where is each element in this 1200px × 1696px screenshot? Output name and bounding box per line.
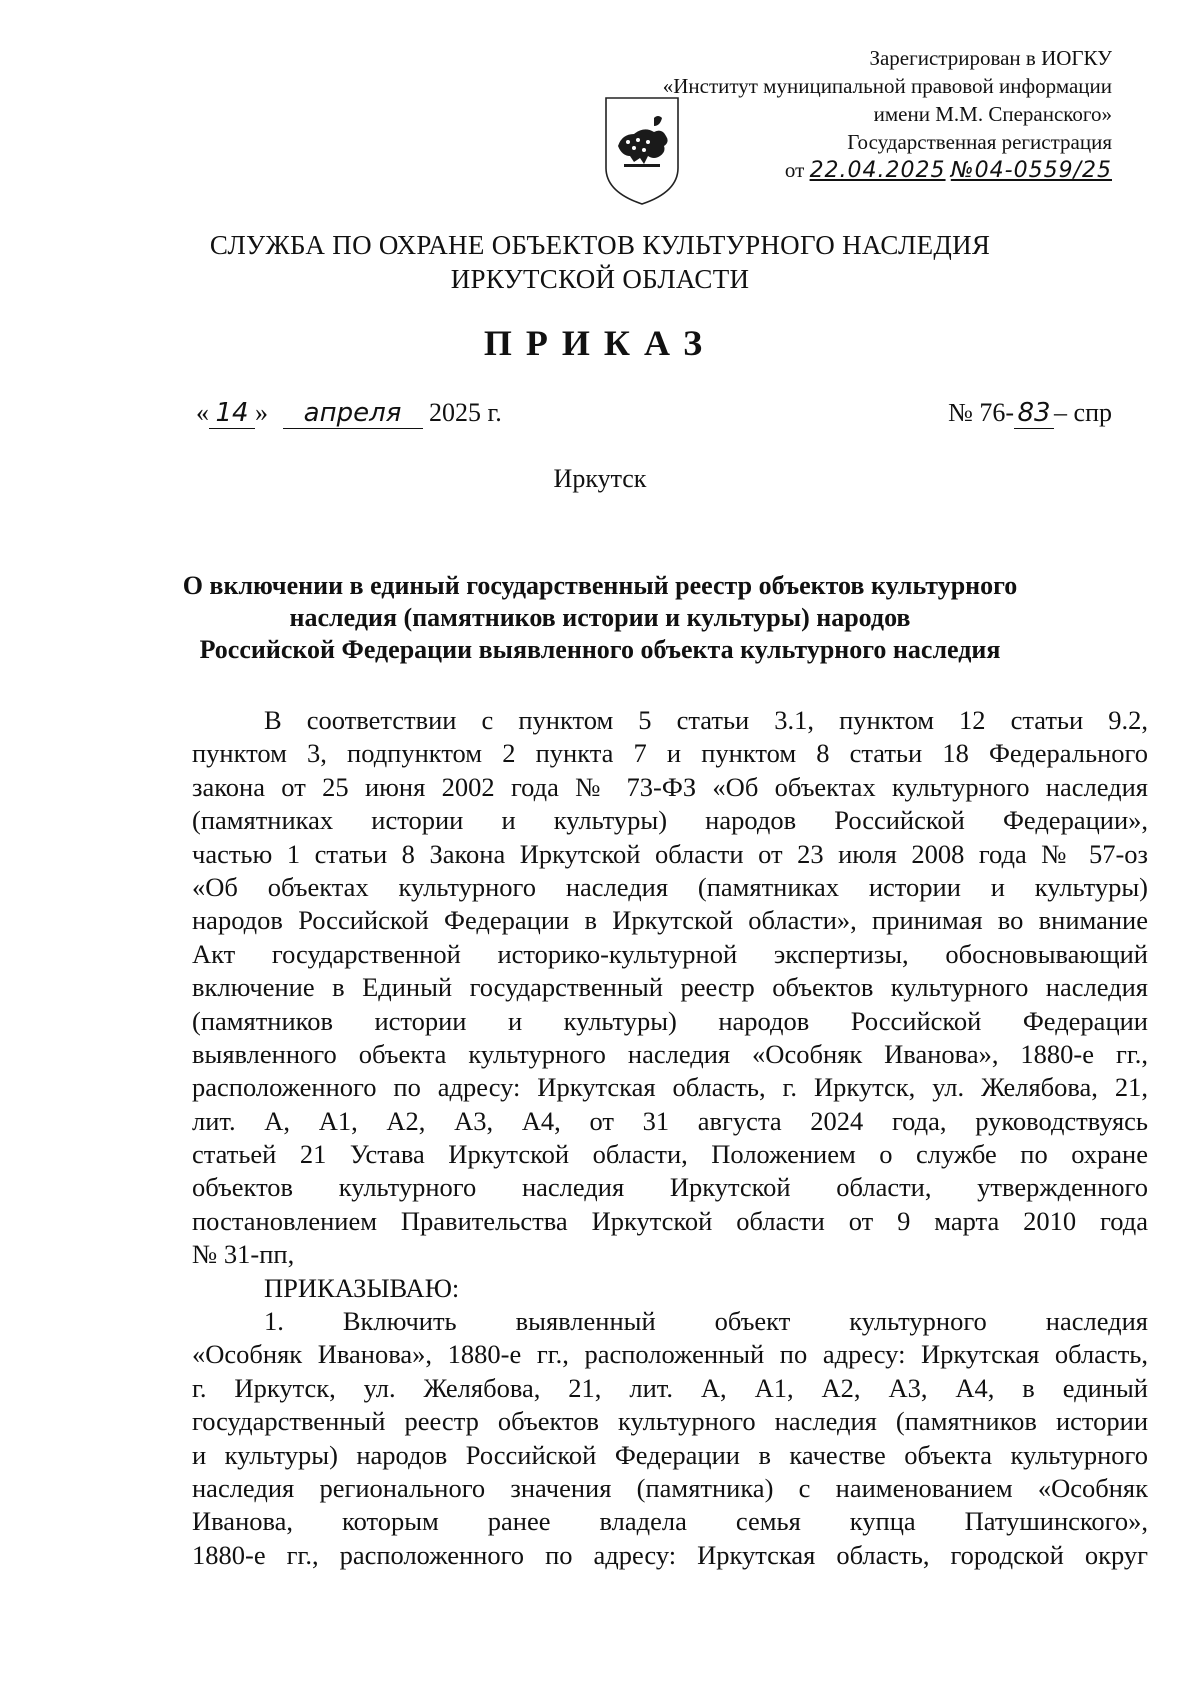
body-line: «Особняк Иванова», 1880-е гг., расположенный по адресу: Иркутская область, <box>192 1339 1148 1370</box>
order-heading <box>160 570 1040 666</box>
body-line: (памятниках истории и культуры) народов Российской Федерации», <box>192 805 1148 836</box>
body-line: закона от 25 июня 2002 года № 73-ФЗ «Об объектах культурного наследия <box>192 771 1148 802</box>
heading-line-1: О включении в единый государственный реестр объектов культурного <box>182 571 1018 600</box>
body-line: лит. А, А1, А2, А3, А4, от 31 августа 2024 года, руководствуясь <box>192 1105 1148 1136</box>
order-directive: ПРИКАЗЫВАЮ: <box>264 1272 460 1303</box>
date-close-quote: » <box>255 398 268 427</box>
body-line: государственный реестр объектов культурного наследия (памятников истории <box>192 1406 1148 1437</box>
registration-date: 22.04.2025 <box>809 158 946 183</box>
order-number <box>948 398 1112 429</box>
irkutsk-coat-of-arms-icon <box>604 96 680 206</box>
body-line: № 31-пп, <box>192 1239 295 1270</box>
registration-line-2: «Институт муниципальной правовой информации <box>662 74 1112 98</box>
body-line: частью 1 статьи 8 Закона Иркутской области от 23 июля 2008 года № 57-оз <box>192 838 1148 869</box>
order-body <box>192 704 1148 1572</box>
body-line: Акт государственной историко-культурной экспертизы, обосновывающий <box>192 938 1148 969</box>
organization-line-2: ИРКУТСКОЙ ОБЛАСТИ <box>450 264 750 294</box>
registration-line-1: Зарегистрирован в ИОГКУ <box>869 46 1112 70</box>
date-year: 2025 г. <box>429 398 502 427</box>
registration-number: №04-0559/25 <box>950 158 1112 183</box>
date-day: 14 <box>209 398 255 429</box>
date-month: апреля <box>283 398 423 429</box>
registration-line-3: имени М.М. Сперанского» <box>873 102 1112 126</box>
organization-name <box>0 228 1200 296</box>
city: Иркутск <box>553 464 647 493</box>
body-line: 1880-е гг., расположенного по адресу: Иркутская область, городской округ <box>192 1539 1148 1570</box>
body-line: статьей 21 Устава Иркутской области, Положением о службе по охране <box>192 1139 1148 1170</box>
order-number-suffix: – спр <box>1054 398 1112 427</box>
body-line: включение в Единый государственный реестр объектов культурного наследия <box>192 972 1148 1003</box>
body-line: наследия регионального значения (памятника) с наименованием «Особняк <box>192 1472 1148 1503</box>
body-line: постановлением Правительства Иркутской области от 9 марта 2010 года <box>192 1205 1148 1236</box>
document-type-title: ПРИКАЗ <box>483 323 717 363</box>
body-line: Иванова, которым ранее владела семья купца Патушинского», <box>192 1506 1148 1537</box>
body-line: (памятников истории и культуры) народов Российской Федерации <box>192 1005 1148 1036</box>
order-number-handwritten: 83 <box>1014 398 1054 429</box>
body-line: «Об объектах культурного наследия (памятниках истории и культуры) <box>192 871 1148 902</box>
order-number-prefix: № 76- <box>948 398 1015 427</box>
body-line: В соответствии с пунктом 5 статьи 3.1, пунктом 12 статьи 9.2, <box>264 705 1148 735</box>
body-line: пунктом 3, подпунктом 2 пункта 7 и пунктом 8 статьи 18 Федерального <box>192 738 1148 769</box>
date-open-quote: « <box>196 398 209 427</box>
order-date <box>196 398 502 429</box>
body-line: расположенного по адресу: Иркутская область, г. Иркутск, ул. Желябова, 21, <box>192 1072 1148 1103</box>
registration-line-4: Государственная регистрация <box>847 130 1112 154</box>
body-line: объектов культурного наследия Иркутской области, утвержденного <box>192 1172 1148 1203</box>
registration-from-label: от <box>784 158 805 182</box>
heading-line-3: Российской Федерации выявленного объекта культурного наследия <box>199 635 1001 664</box>
body-line: и культуры) народов Российской Федерации в качестве объекта культурного <box>192 1439 1148 1470</box>
body-line: 1. Включить выявленный объект культурного наследия <box>264 1306 1148 1337</box>
organization-line-1: СЛУЖБА ПО ОХРАНЕ ОБЪЕКТОВ КУЛЬТУРНОГО НАСЛЕДИЯ <box>209 230 991 260</box>
body-line: народов Российской Федерации в Иркутской области», принимая во внимание <box>192 905 1148 936</box>
body-line: выявленного объекта культурного наследия «Особняк Иванова», 1880-е гг., <box>192 1038 1148 1069</box>
body-line: г. Иркутск, ул. Желябова, 21, лит. А, А1, А2, А3, А4, в единый <box>192 1372 1148 1403</box>
heading-line-2: наследия (памятников истории и культуры) народов <box>289 603 911 632</box>
